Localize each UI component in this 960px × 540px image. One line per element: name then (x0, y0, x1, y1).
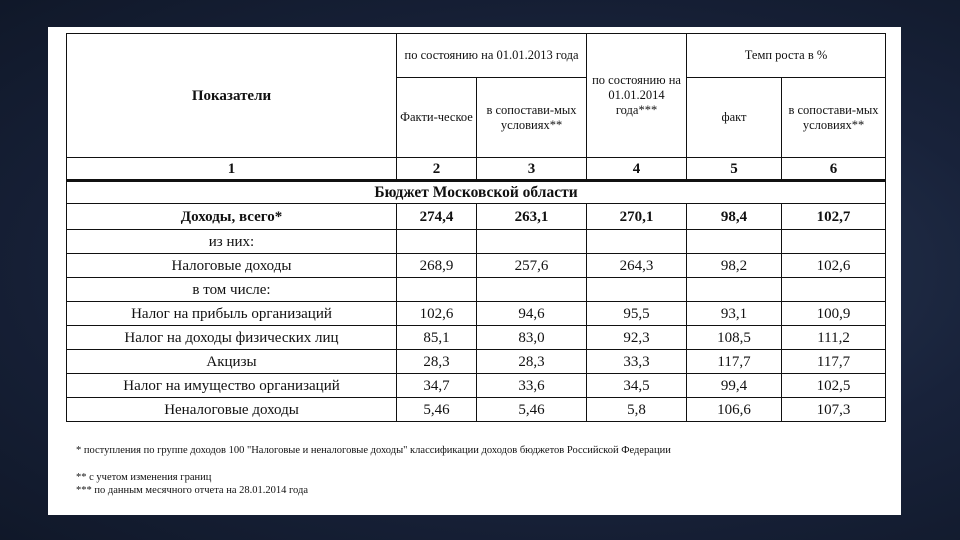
table-row (67, 278, 886, 302)
row-label: Налоговые доходы (67, 254, 397, 278)
row-label: Акцизы (67, 350, 397, 374)
cell-value: 83,0 (477, 326, 587, 350)
header-comparable-growth: в сопостави-мых условиях** (782, 78, 886, 158)
header-fact: факт (687, 78, 782, 158)
table-row (67, 326, 886, 350)
section-title: Бюджет Московской области (67, 181, 886, 204)
column-numbers-row (67, 158, 886, 181)
cell-value: 107,3 (782, 398, 886, 422)
row-label: Налог на прибыль организаций (67, 302, 397, 326)
cell-value: 274,4 (397, 204, 477, 230)
cell-value: 268,9 (397, 254, 477, 278)
row-label: из них: (67, 230, 397, 254)
cell-value: 28,3 (397, 350, 477, 374)
document-card (48, 27, 901, 515)
table-row (67, 398, 886, 422)
cell-value: 34,7 (397, 374, 477, 398)
table-row (67, 374, 886, 398)
cell-value (687, 230, 782, 254)
cell-value: 117,7 (782, 350, 886, 374)
cell-value: 98,2 (687, 254, 782, 278)
cell-value (782, 278, 886, 302)
cell-value (397, 278, 477, 302)
footnote: * поступления по группе доходов 100 "Налоговые и неналоговые доходы" классификации доходов бюджетов Российской Федерации (76, 445, 671, 456)
cell-value: 257,6 (477, 254, 587, 278)
cell-value: 108,5 (687, 326, 782, 350)
cell-value: 34,5 (587, 374, 687, 398)
column-number: 2 (397, 158, 477, 181)
cell-value (687, 278, 782, 302)
row-label: Налог на доходы физических лиц (67, 326, 397, 350)
cell-value: 100,9 (782, 302, 886, 326)
cell-value (782, 230, 886, 254)
column-number: 6 (782, 158, 886, 181)
table-row (67, 230, 886, 254)
row-label: Неналоговые доходы (67, 398, 397, 422)
footnote: ** с учетом изменения границ (76, 472, 212, 483)
cell-value (587, 230, 687, 254)
cell-value (477, 230, 587, 254)
cell-value: 5,46 (477, 398, 587, 422)
header-indicators: Показатели (67, 34, 397, 158)
column-number: 4 (587, 158, 687, 181)
header-actual: Факти-ческое (397, 78, 477, 158)
table-row (67, 204, 886, 230)
cell-value: 117,7 (687, 350, 782, 374)
cell-value: 93,1 (687, 302, 782, 326)
table-row (67, 254, 886, 278)
cell-value: 102,6 (397, 302, 477, 326)
cell-value: 106,6 (687, 398, 782, 422)
header-2013-group: по состоянию на 01.01.2013 года (397, 34, 587, 78)
cell-value: 111,2 (782, 326, 886, 350)
cell-value: 92,3 (587, 326, 687, 350)
cell-value: 270,1 (587, 204, 687, 230)
column-number: 5 (687, 158, 782, 181)
table-row (67, 350, 886, 374)
cell-value: 102,5 (782, 374, 886, 398)
table-row (67, 302, 886, 326)
footnote: *** по данным месячного отчета на 28.01.2014 года (76, 485, 308, 496)
cell-value: 33,3 (587, 350, 687, 374)
header-2014: по состоянию на 01.01.2014 года*** (587, 34, 687, 158)
column-number: 3 (477, 158, 587, 181)
cell-value: 99,4 (687, 374, 782, 398)
budget-table (66, 33, 886, 422)
row-label: Налог на имущество организаций (67, 374, 397, 398)
row-label: в том числе: (67, 278, 397, 302)
row-label: Доходы, всего* (67, 204, 397, 230)
cell-value: 5,46 (397, 398, 477, 422)
cell-value (397, 230, 477, 254)
cell-value: 5,8 (587, 398, 687, 422)
header-growth-rate: Темп роста в % (687, 34, 886, 78)
cell-value: 98,4 (687, 204, 782, 230)
header-comparable: в сопостави-мых условиях** (477, 78, 587, 158)
cell-value: 102,6 (782, 254, 886, 278)
cell-value (587, 278, 687, 302)
cell-value: 263,1 (477, 204, 587, 230)
cell-value: 85,1 (397, 326, 477, 350)
cell-value: 264,3 (587, 254, 687, 278)
cell-value: 102,7 (782, 204, 886, 230)
column-number: 1 (67, 158, 397, 181)
cell-value: 33,6 (477, 374, 587, 398)
cell-value: 95,5 (587, 302, 687, 326)
cell-value (477, 278, 587, 302)
footnotes (76, 445, 896, 496)
cell-value: 94,6 (477, 302, 587, 326)
cell-value: 28,3 (477, 350, 587, 374)
